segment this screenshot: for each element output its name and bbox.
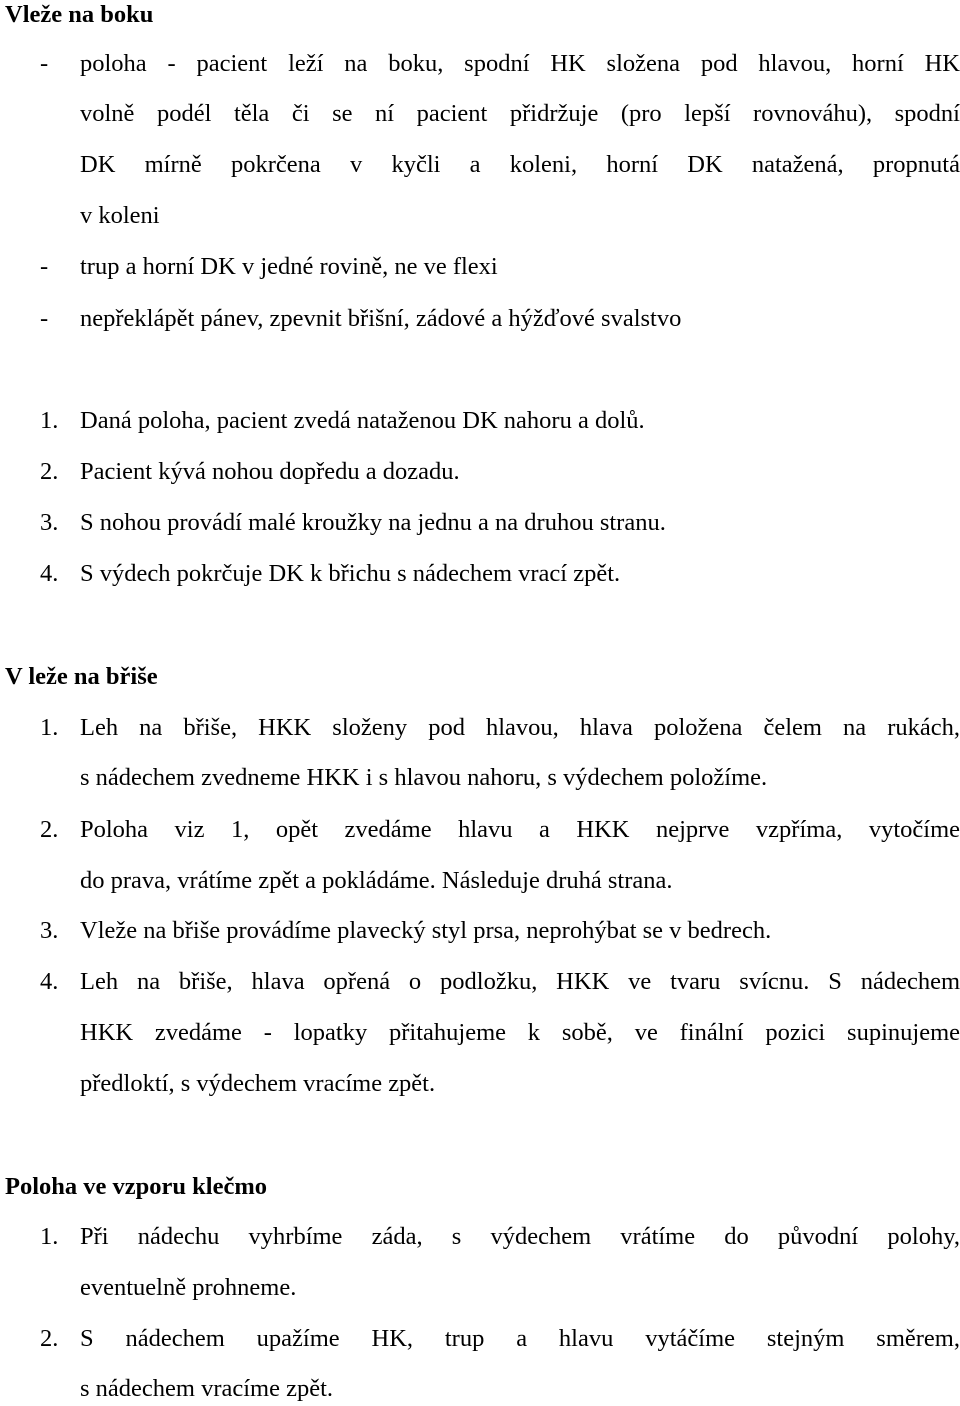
item-line: Poloha viz 1, opět zvedáme hlavu a HKK nejprve vzpříma, vytočíme: [80, 816, 960, 843]
bullet-marker: -: [40, 305, 49, 332]
item-line: eventuelně prohneme.: [80, 1274, 297, 1301]
bullet-line: nepřeklápět pánev, zpevnit břišní, zádové a hýžďové svalstvo: [80, 305, 682, 332]
bullet-line: poloha - pacient leží na boku, spodní HK složena pod hlavou, horní HK: [80, 50, 960, 77]
item-line: Pacient kývá nohou dopředu a dozadu.: [80, 458, 460, 485]
item-number: 1.: [40, 407, 59, 434]
item-line: HKK zvedáme - lopatky přitahujeme k sobě, ve finální pozici supinujeme: [80, 1019, 960, 1046]
item-line: do prava, vrátíme zpět a pokládáme. Následuje druhá strana.: [80, 867, 673, 894]
item-line: S nohou provádí malé kroužky na jednu a na druhou stranu.: [80, 509, 666, 536]
bullet-line: trup a horní DK v jedné rovině, ne ve flexi: [80, 253, 498, 280]
item-number: 3.: [40, 917, 59, 944]
item-line: Leh na břiše, hlava opřená o podložku, HKK ve tvaru svícnu. S nádechem: [80, 968, 960, 995]
item-line: Při nádechu vyhrbíme záda, s výdechem vrátíme do původní polohy,: [80, 1223, 960, 1250]
bullet-marker: -: [40, 253, 49, 280]
section-heading-side: Vleže na boku: [5, 1, 154, 28]
bullet-line: volně podél těla či se ní pacient přidržuje (pro lepší rovnováhu), spodní: [80, 100, 960, 127]
section-heading-prone: V leže na břiše: [5, 663, 158, 690]
item-number: 2.: [40, 816, 59, 843]
item-line: S výdech pokrčuje DK k břichu s nádechem vrací zpět.: [80, 560, 621, 587]
bullet-line: DK mírně pokrčena v kyčli a koleni, horní DK natažená, propnutá: [80, 151, 960, 178]
item-line: předloktí, s výdechem vracíme zpět.: [80, 1070, 436, 1097]
item-line: s nádechem zvedneme HKK i s hlavou nahoru, s výdechem položíme.: [80, 764, 768, 791]
item-number: 1.: [40, 1223, 59, 1250]
item-number: 1.: [40, 714, 59, 741]
item-line: Vleže na břiše provádíme plavecký styl prsa, neprohýbat se v bedrech.: [80, 917, 772, 944]
item-number: 2.: [40, 1325, 59, 1352]
section-heading-kneeling: Poloha ve vzporu klečmo: [5, 1173, 267, 1200]
bullet-line: v koleni: [80, 202, 160, 229]
item-number: 3.: [40, 509, 59, 536]
bullet-marker: -: [40, 50, 49, 77]
item-number: 2.: [40, 458, 59, 485]
item-number: 4.: [40, 968, 59, 995]
item-line: S nádechem upažíme HK, trup a hlavu vytáčíme stejným směrem,: [80, 1325, 960, 1352]
item-line: Daná poloha, pacient zvedá nataženou DK nahoru a dolů.: [80, 407, 645, 434]
item-line: s nádechem vracíme zpět.: [80, 1375, 334, 1402]
item-number: 4.: [40, 560, 59, 587]
item-line: Leh na břiše, HKK složeny pod hlavou, hlava položena čelem na rukách,: [80, 714, 960, 741]
